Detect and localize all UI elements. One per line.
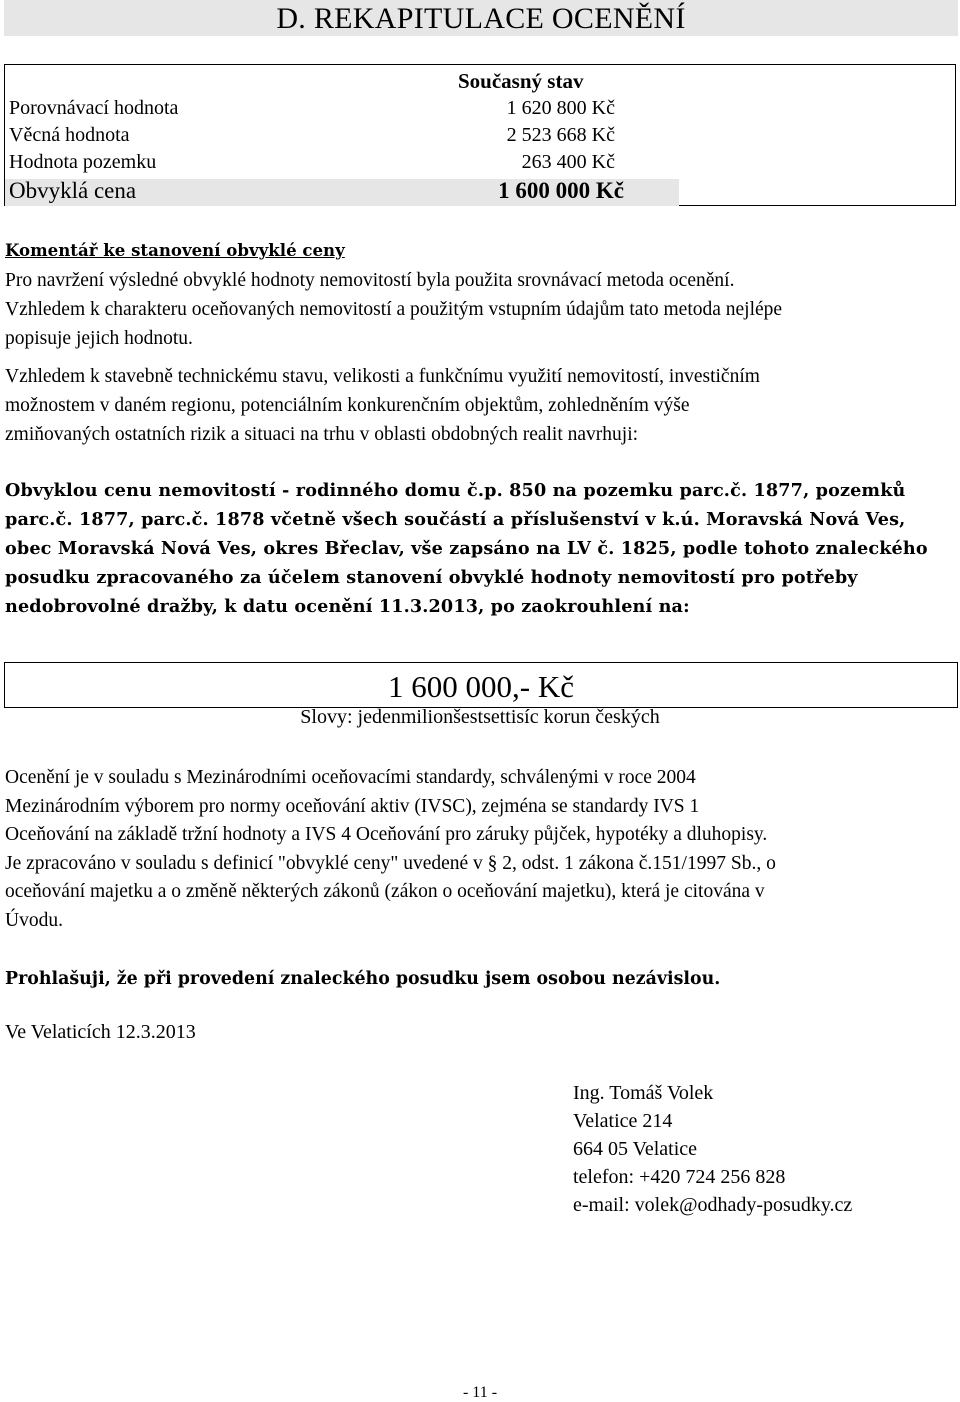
column-header-current-state: Současný stav: [458, 69, 584, 93]
final-price-box: [4, 662, 958, 708]
standards-paragraph: [5, 764, 949, 935]
expert-city: 664 05 Velatice: [573, 1138, 698, 1160]
section-title: D. REKAPITULACE OCENĚNÍ: [276, 2, 686, 35]
section-title-bar: [4, 0, 958, 36]
summary-row-label: Porovnávací hodnota: [9, 97, 179, 119]
place-and-date: Ve Velaticích 12.3.2013: [5, 1021, 196, 1043]
conclusion-line: Obvyklou cenu nemovitostí - rodinného domu č.p. 850 na pozemku parc.č. 1877, pozemků: [5, 480, 906, 501]
valuation-conclusion: [5, 476, 957, 621]
conclusion-line: nedobrovolné dražby, k datu ocenění 11.3.2013, po zaokrouhlení na:: [5, 596, 690, 617]
paragraph-line: oceňování majetku a o změně některých zákonů (zákon o oceňování majetku), která je citována v: [5, 881, 765, 902]
paragraph-line: Oceňování na základě tržní hodnoty a IVS 4 Oceňování pro záruky půjček, hypotéky a dluhopisy.: [5, 824, 768, 845]
summary-row-label: Hodnota pozemku: [9, 151, 157, 173]
signature-block: [573, 1079, 852, 1219]
paragraph-line: Pro navržení výsledné obvyklé hodnoty nemovitostí byla použita srovnávací metoda ocenění.: [5, 270, 735, 291]
total-value: 1 600 000 Kč: [498, 178, 624, 203]
paragraph-line: Mezinárodním výborem pro normy oceňování aktiv (IVSC), zejména se standardy IVS 1: [5, 795, 700, 817]
expert-name: Ing. Tomáš Volek: [573, 1082, 714, 1104]
paragraph-line: Je zpracováno v souladu s definicí "obvyklé ceny" uvedené v § 2, odst. 1 zákona č.151/1997 Sb., o: [5, 852, 776, 874]
conclusion-line: parc.č. 1877, parc.č. 1878 včetně všech součástí a příslušenství v k.ú. Moravská Nová Ves,: [5, 509, 906, 530]
summary-row-value: 2 523 668 Kč: [506, 124, 615, 146]
comment-paragraph-2: [5, 362, 957, 449]
independence-declaration: Prohlašuji, že při provedení znaleckého posudku jsem osobou nezávislou.: [5, 969, 721, 989]
comment-paragraph-1: [5, 266, 957, 353]
expert-phone: telefon: +420 724 256 828: [573, 1166, 786, 1188]
paragraph-line: Vzhledem k charakteru oceňovaných nemovitostí a použitým vstupním údajům tato metoda nejlépe: [5, 299, 783, 320]
paragraph-line: možnostem v daném regionu, potenciálním konkurenčním objektům, zohledněním výše: [5, 395, 690, 416]
summary-row-value: 263 400 Kč: [521, 151, 615, 173]
summary-total-row: [5, 179, 679, 206]
comment-heading: Komentář ke stanovení obvyklé ceny: [5, 240, 345, 260]
conclusion-line: posudku zpracovaného za účelem stanovení obvyklé hodnoty nemovitostí pro potřeby: [5, 567, 858, 588]
paragraph-line: popisuje jejich hodnotu.: [5, 328, 193, 349]
paragraph-line: Úvodu.: [5, 909, 63, 931]
expert-email: e-mail: volek@odhady-posudky.cz: [573, 1194, 853, 1216]
summary-row-label: Věcná hodnota: [9, 124, 130, 146]
total-label: Obvyklá cena: [9, 178, 137, 203]
paragraph-line: zmiňovaných ostatních rizik a situaci na trhu v oblasti obdobných realit navrhuji:: [5, 424, 639, 445]
valuation-summary-table: [4, 64, 956, 206]
final-price-in-words: Slovy: jedenmilionšestsettisíc korun českých: [300, 706, 660, 728]
paragraph-line: Vzhledem k stavebně technickému stavu, velikosti a funkčnímu využití nemovitostí, investičním: [5, 366, 760, 387]
expert-street: Velatice 214: [573, 1110, 673, 1132]
paragraph-line: Ocenění je v souladu s Mezinárodními oceňovacími standardy, schválenými v roce 2004: [5, 767, 696, 788]
conclusion-line: obec Moravská Nová Ves, okres Břeclav, vše zapsáno na LV č. 1825, podle tohoto znaleckého: [5, 538, 928, 559]
final-price-value: 1 600 000,- Kč: [388, 669, 574, 704]
page-number: - 11 -: [462, 1384, 498, 1401]
summary-row-value: 1 620 800 Kč: [506, 97, 615, 119]
